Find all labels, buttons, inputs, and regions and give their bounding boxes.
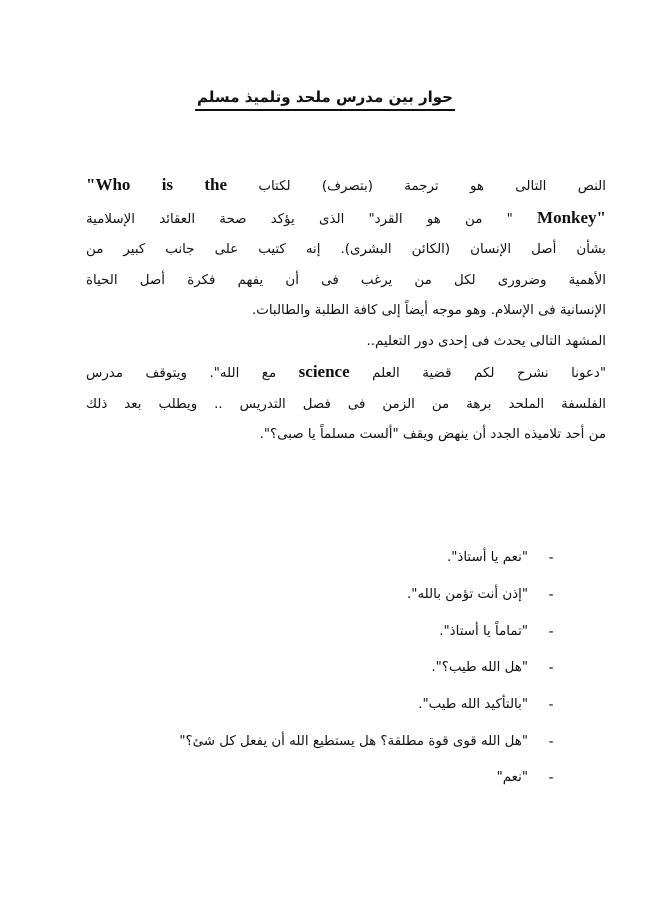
paragraph-line-3: بشأن أصل الإنسان (الكائن البشرى). إنه كتيب على جانب كبير من xyxy=(86,242,606,257)
dialogue-item xyxy=(44,577,564,614)
dialogue-item xyxy=(44,760,564,797)
dialogue-item xyxy=(44,650,564,687)
dash-bullet: - xyxy=(548,697,554,714)
line2-arabic: " من هو القرد" الذى يؤكد صحة العقائد الإسلامية xyxy=(86,211,513,227)
title-text: حوار بين مدرس ملحد وتلميذ مسلم xyxy=(195,88,455,111)
dialogue-item xyxy=(44,723,564,760)
dialogue-item xyxy=(44,687,564,724)
paragraph-line-4: الأهمية وضرورى لكل من يرغب فى أن يفهم فكرة أصل الحياة xyxy=(86,272,606,288)
intro-paragraph xyxy=(86,170,606,451)
paragraph-line-6: المشهد التالى يحدث فى إحدى دور التعليم.. xyxy=(366,333,606,349)
dash-bullet: - xyxy=(548,733,554,750)
document-title xyxy=(0,88,650,106)
book-title-part-2: Monkey" xyxy=(537,207,606,227)
dash-bullet: - xyxy=(548,660,554,677)
dialogue-text: "هل الله قوى قوة مطلقة؟ هل يستطيع الله أن يفعل كل شئ؟" xyxy=(179,733,528,749)
dash-bullet: - xyxy=(548,623,554,640)
line7-arabic-b: مع الله". ويتوقف مدرس xyxy=(86,366,277,381)
dialogue-text: "نعم" xyxy=(496,770,528,786)
dialogue-text: "نعم يا أستاذ". xyxy=(446,550,528,566)
paragraph-line-2 xyxy=(86,203,606,236)
dialogue-text: "إذن أنت تؤمن بالله". xyxy=(407,587,528,603)
paragraph-line-1 xyxy=(86,170,606,203)
book-title-part-1: "Who is the xyxy=(86,175,228,194)
dialogue-list xyxy=(44,540,564,797)
dialogue-text: "هل الله طيب؟". xyxy=(431,660,528,676)
dialogue-text: "بالتأكيد الله طيب". xyxy=(418,697,528,713)
science-word: science xyxy=(298,362,350,381)
paragraph-line-9: من أحد تلاميذه الجدد أن ينهض ويقف "ألست مسلماً يا صبى؟". xyxy=(259,427,606,442)
line1-arabic: النص التالى هو ترجمة (بتصرف) لكتاب xyxy=(258,179,606,194)
line7-arabic-a: "دعونا نشرح لكم قضية العلم xyxy=(372,366,607,381)
dialogue-item xyxy=(44,540,564,577)
dialogue-text: "تماماً يا أستاذ". xyxy=(439,623,528,639)
dash-bullet: - xyxy=(548,770,554,787)
dash-bullet: - xyxy=(548,550,554,567)
paragraph-line-7 xyxy=(86,357,606,390)
dash-bullet: - xyxy=(548,587,554,604)
paragraph-line-5: الإنسانية فى الإسلام. وهو موجه أيضاً إلى كافة الطلبة والطالبات. xyxy=(251,303,606,318)
dialogue-item xyxy=(44,613,564,650)
paragraph-line-8: الفلسفة الملحد برهة من الزمن فى فصل التدريس .. ويطلب بعد ذلك xyxy=(86,396,606,412)
